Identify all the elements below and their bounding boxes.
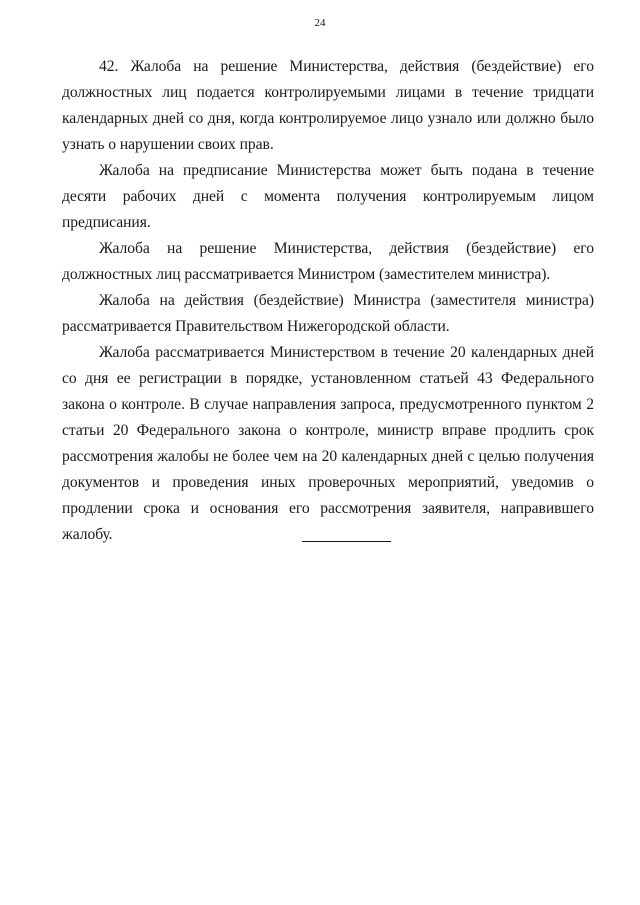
paragraph-review-period: Жалоба рассматривается Министерством в течение 20 календарных дней со дня ее регистрации в порядке, установленном статьей 43 Федерального закона о контроле. В случае направления запроса, предусмотренного пунктом 2 статьи 20 Федерального закона о контроле, министр вправе продлить срок рассмотрения жалобы не более чем на 20 календарных дней с целью получения документов и проведения иных проверочных мероприятий, уведомив о продлении срока и основания его рассмотрения заявителя, направившего жалобу. bbox=[62, 344, 594, 543]
paragraph-minister-review: Жалоба на решение Министерства, действия (бездействие) его должностных лиц рассматривается Министром (заместителем министра). bbox=[62, 240, 594, 283]
end-separator-line bbox=[302, 541, 391, 542]
paragraph-prescription-complaint: Жалоба на предписание Министерства может быть подана в течение десяти рабочих дней с момента получения контролируемым лицом предписания. bbox=[62, 162, 594, 231]
paragraph-government-review: Жалоба на действия (бездействие) Министра (заместителя министра) рассматривается Правительством Нижегородской области. bbox=[62, 292, 594, 335]
paragraph-complaint-deadline: 42. Жалоба на решение Министерства, действия (бездействие) его должностных лиц подается контролируемыми лицами в течение тридцати календарных дней со дня, когда контролируемое лицо узнало или должно было узнать о нарушении своих прав. bbox=[62, 58, 594, 153]
document-body bbox=[62, 54, 594, 548]
page-number: 24 bbox=[314, 17, 326, 29]
